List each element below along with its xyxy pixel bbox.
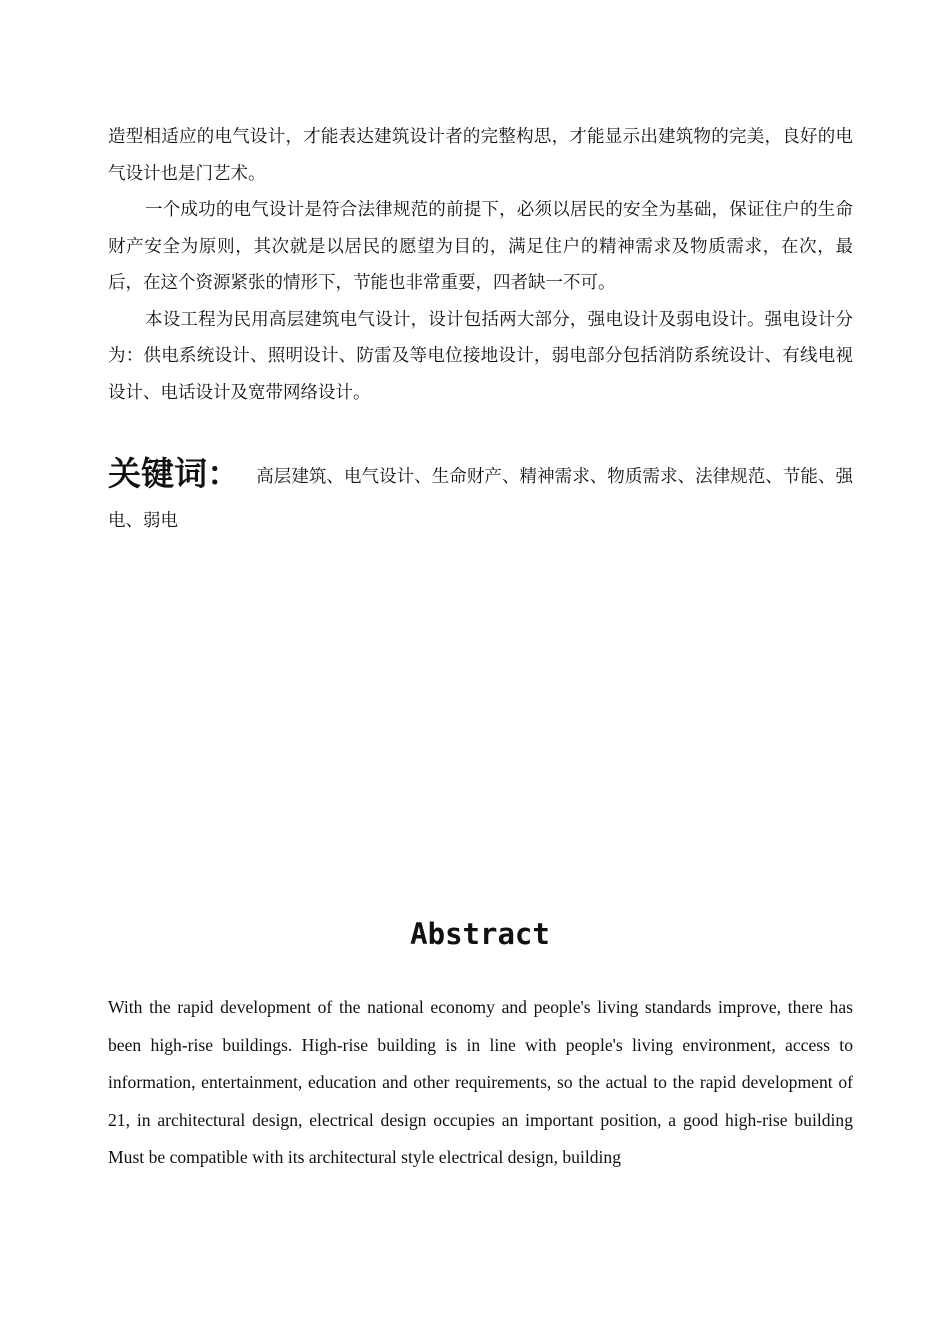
chinese-abstract-body: [108, 119, 853, 411]
chinese-paragraph-3: 本设工程为民用高层建筑电气设计，设计包括两大部分，强电设计及弱电设计。强电设计分为：供电系统设计、照明设计、防雷及等电位接地设计，弱电部分包括消防系统设计、有线电视设计、电话设计及宽带网络设计。: [108, 309, 853, 403]
keywords-section: [108, 452, 853, 543]
abstract-heading: Abstract: [410, 917, 550, 951]
keywords-label: 关键词：: [108, 454, 241, 493]
keywords-line: [108, 452, 853, 543]
keywords-text: 高层建筑、电气设计、生命财产、精神需求、物质需求、法律规范、节能、强电、弱电: [108, 467, 853, 531]
chinese-paragraph-2: 一个成功的电气设计是符合法律规范的前提下，必须以居民的安全为基础，保证住户的生命财产安全为原则，其次就是以居民的愿望为目的，满足住户的精神需求及物质需求，在次，最后，在这个资源紧张的情形下，节能也非常重要，四者缺一不可。: [108, 200, 853, 293]
english-abstract-body: [108, 989, 853, 1177]
chinese-paragraph-1: 造型相适应的电气设计，才能表达建筑设计者的完整构思，才能显示出建筑物的完美，良好的电气设计也是门艺术。: [108, 127, 853, 184]
english-paragraph: With the rapid development of the national economy and people's living standards improve, there has been high-rise buildings. High-rise building is in line with people's living environment, access to information, entertainment, education and other requirements, so the actual to the rapid development of 21, in architectural design, electrical design occupies an important position, a good high-rise building Must be compatible with its architectural style electrical design, building: [108, 997, 853, 1167]
